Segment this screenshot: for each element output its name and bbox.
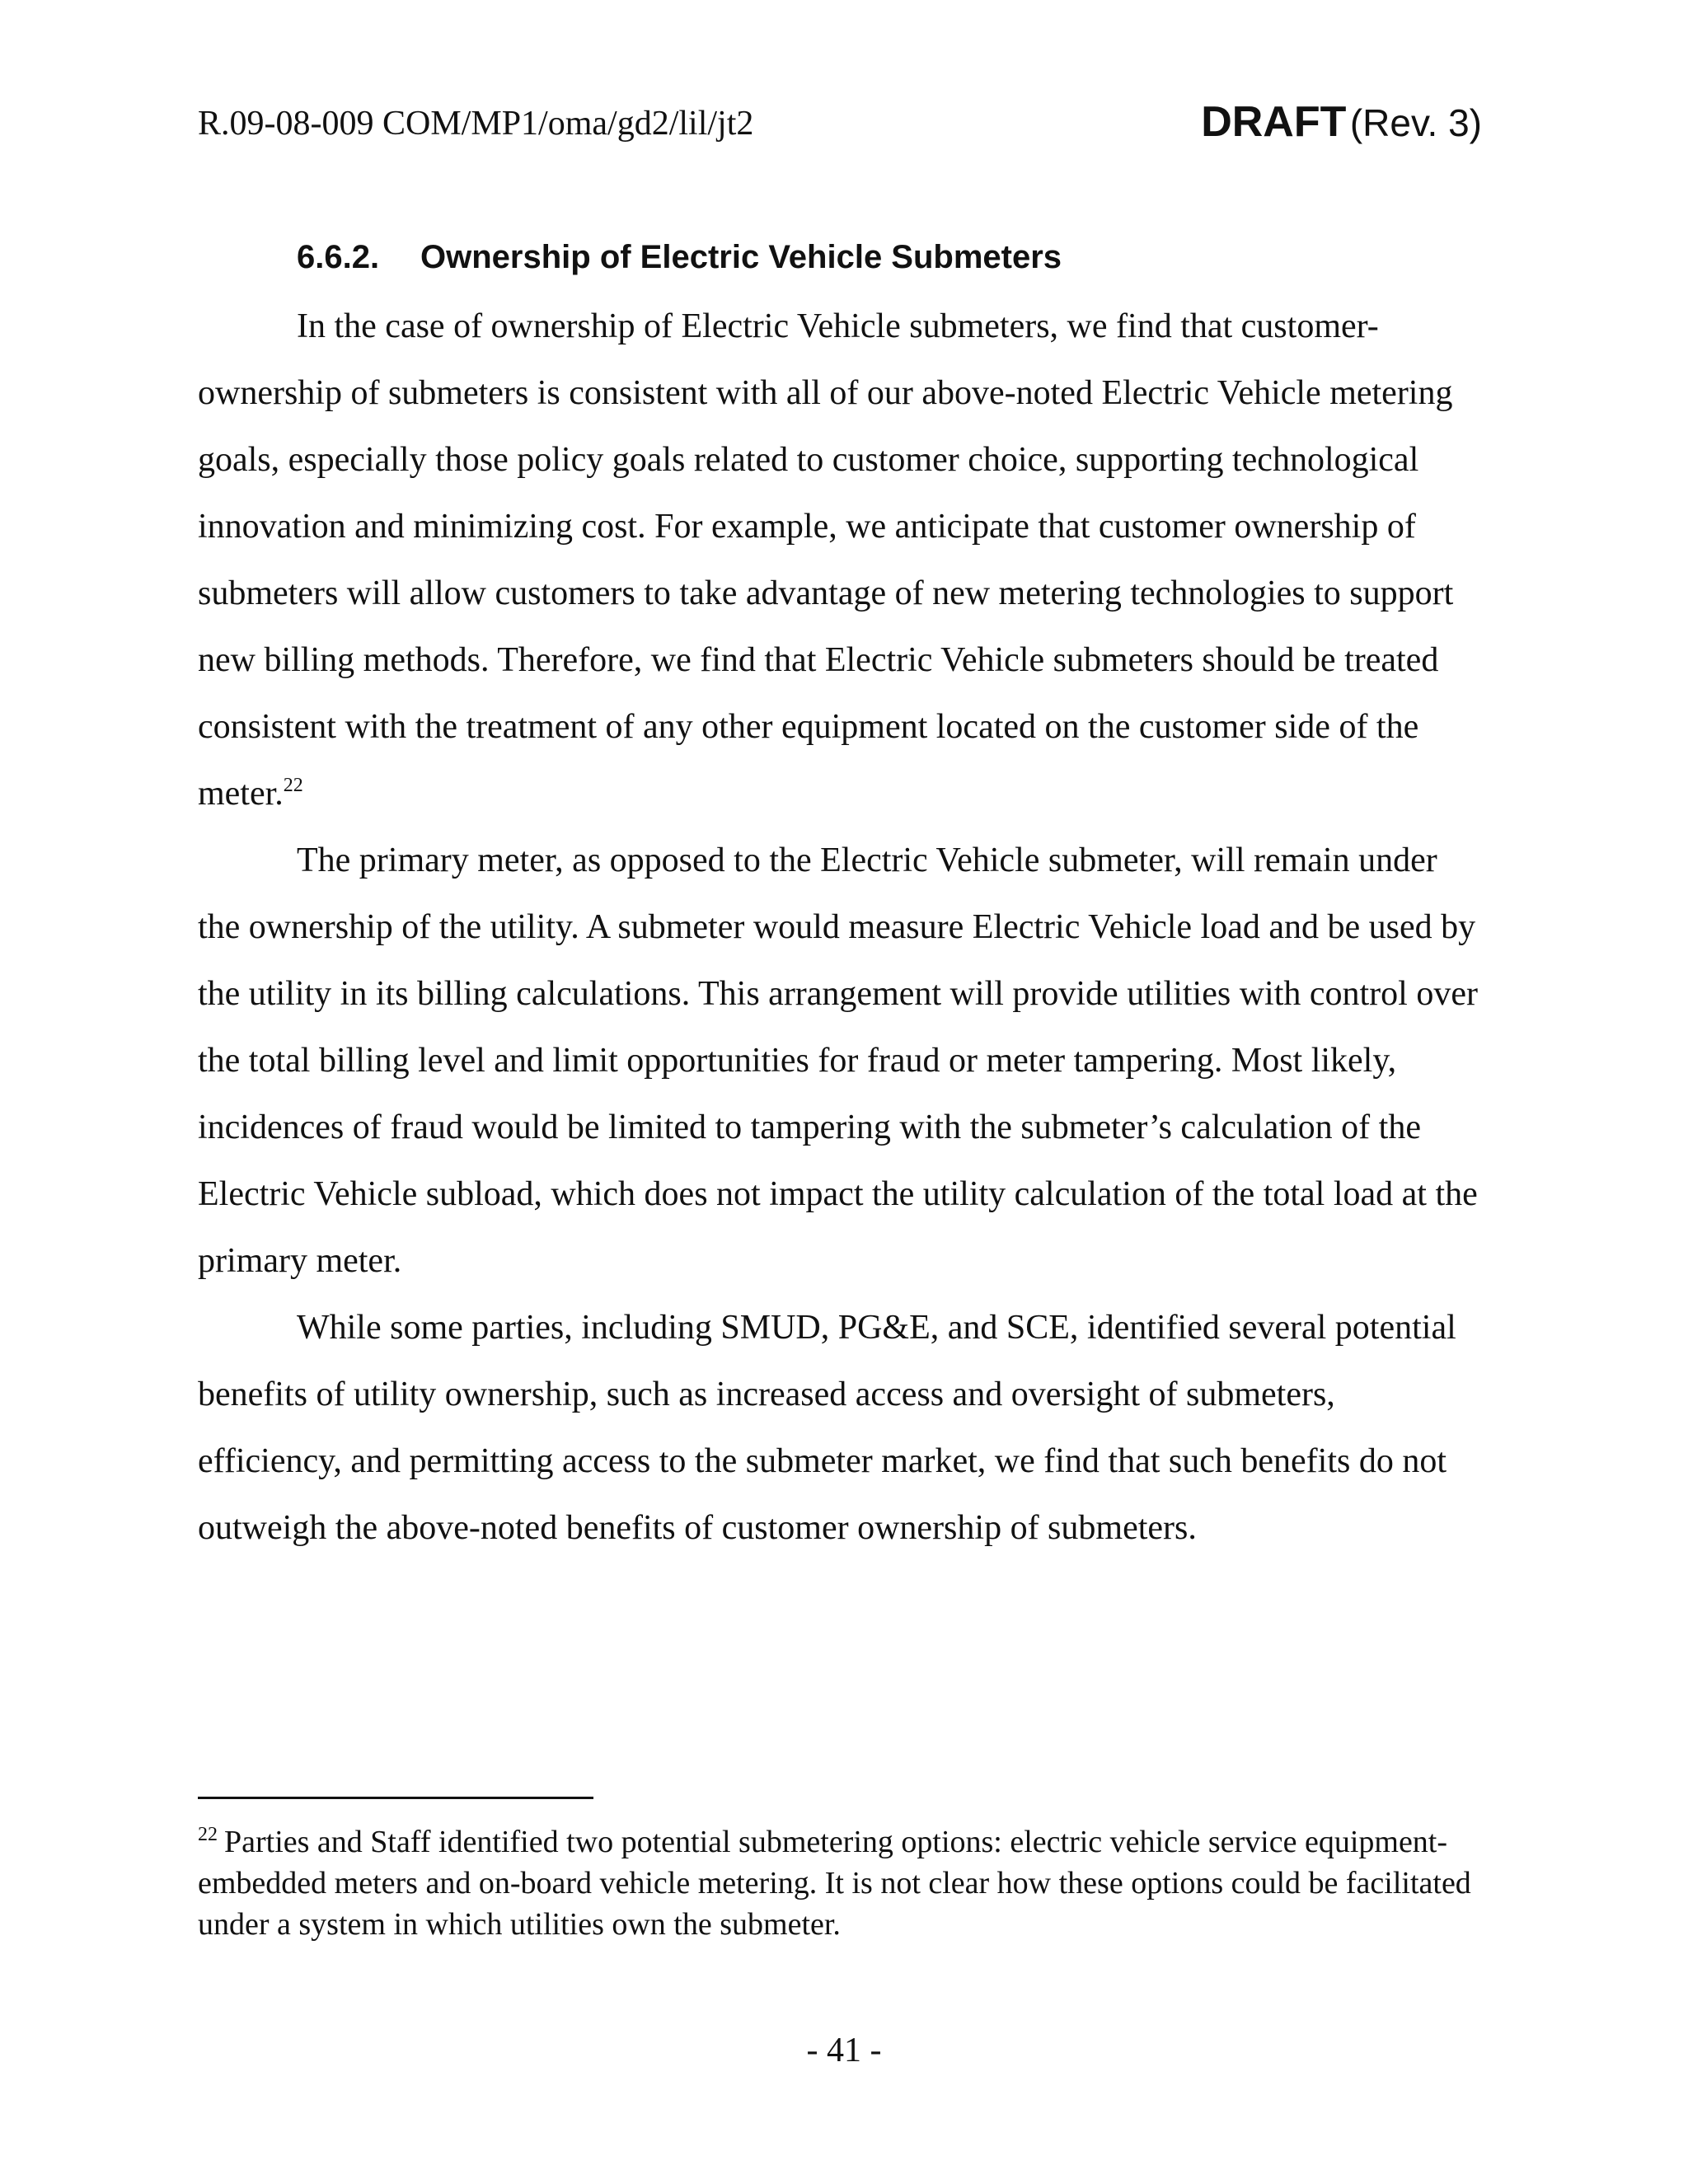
draft-revision: (Rev. 3) <box>1349 101 1482 144</box>
paragraph-3: While some parties, including SMUD, PG&E, and SCE, identified several potential benefits of utility ownership, such as increased access and oversight of submeters, efficiency, and permitting access to the submeter market, we find that such benefits do not outweigh the above-noted benefits of customer ownership of submeters. <box>198 1309 1456 1547</box>
body-text <box>198 293 1484 1562</box>
paragraph-1-text: In the case of ownership of Electric Vehicle submeters, we find that customer-ownership of submeters is consistent with all of our above-noted Electric Vehicle metering goals, especially those policy goals related to customer choice, supporting technological innovation and minimizing cost. For example, we anticipate that customer ownership of submeters will allow customers to take advantage of new metering technologies to support new billing methods. Therefore, we find that Electric Vehicle submeters should be treated consistent with the treatment of any other equipment located on the customer side of the meter. <box>198 307 1454 813</box>
draft-word: DRAFT <box>1201 98 1347 146</box>
section-number: 6.6.2. <box>297 239 380 275</box>
page-number: - 41 - <box>806 2032 882 2069</box>
docket-number: R.09-08-009 COM/MP1/oma/gd2/lil/jt2 <box>198 105 754 143</box>
footnote-number: 22 <box>198 1824 218 1845</box>
paragraph-2: The primary meter, as opposed to the Electric Vehicle submeter, will remain under the ownership of the utility. A submeter would measure Electric Vehicle load and be used by the utility in its billing calculations. This arrangement will provide utilities with control over the total billing level and limit opportunities for fraud or meter tampering. Most likely, incidences of fraud would be limited to tampering with the submeter’s calculation of the Electric Vehicle subload, which does not impact the utility calculation of the total load at the primary meter. <box>198 841 1478 1280</box>
paragraph-1 <box>198 293 1484 827</box>
footnote-reference[interactable]: 22 <box>283 775 303 796</box>
footnote <box>198 1821 1492 1945</box>
section-title: Ownership of Electric Vehicle Submeters <box>420 239 1062 275</box>
footnote-text: Parties and Staff identified two potential submetering options: electric vehicle service equipment-embedded meters and on-board vehicle metering. It is not clear how these options could be facilitated under a system in which utilities own the submeter. <box>198 1825 1471 1942</box>
draft-label <box>1201 97 1482 147</box>
section-heading <box>297 239 1062 276</box>
footnote-divider <box>198 1797 593 1799</box>
